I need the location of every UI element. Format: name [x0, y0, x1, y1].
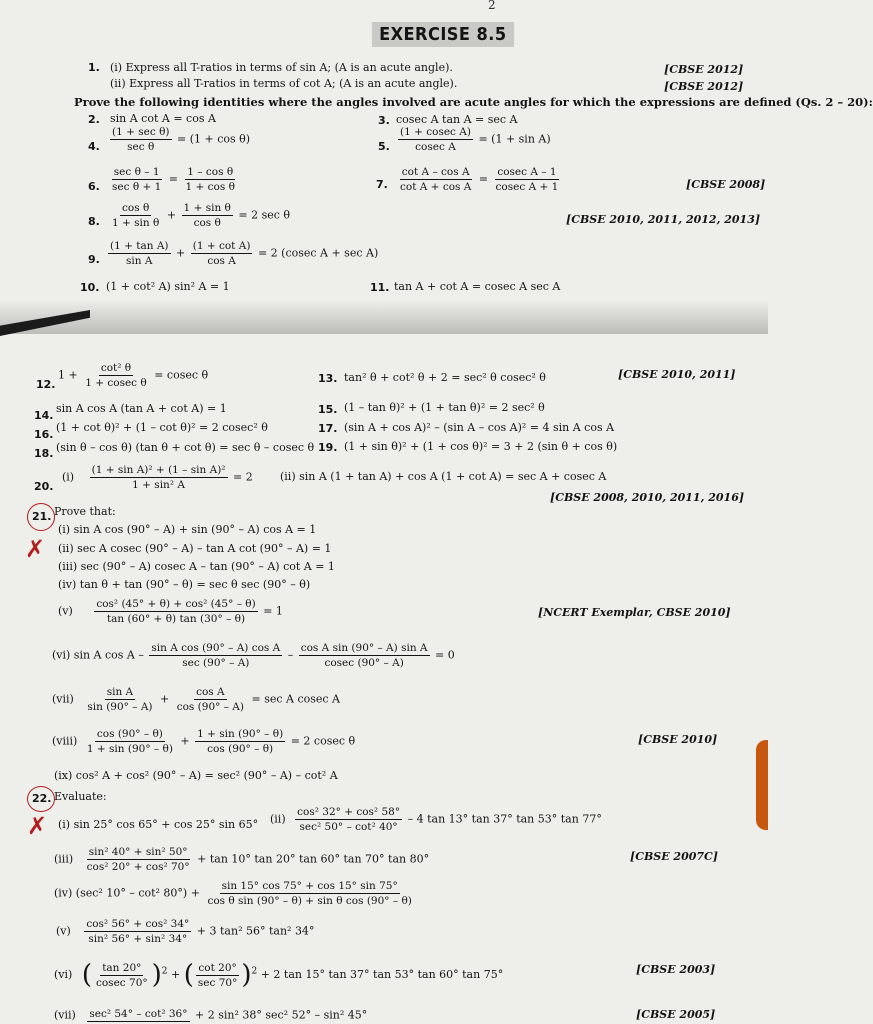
- question-number: 17.: [318, 422, 338, 435]
- fraction: $\frac{\text{(1 + cot A)}}{\text{cos A}}$: [192, 240, 251, 267]
- question-text: (sin A + cos A)² – (sin A – cos A)² = 4 sin A cos A: [344, 421, 615, 434]
- question-number: 7.: [376, 178, 388, 191]
- question-number: 22.: [32, 792, 52, 805]
- reference-tag: [CBSE 2003]: [636, 963, 716, 976]
- sub-question: (v) $\frac{\text{cos² 56° + cos² 34°}}{\text{sin² 56° + sin² 34°}}$ + 3 tan² 56° tan² 34°: [56, 918, 315, 945]
- question-text: (sin θ – cos θ) (tan θ + cot θ) = sec θ – cosec θ: [56, 441, 315, 454]
- fraction: $\frac{\text{(1 + sec θ)}}{\text{sec θ}}$: [112, 126, 170, 153]
- question-text: (1 – tan θ)² + (1 + tan θ)² = 2 sec² θ: [344, 401, 545, 414]
- question-number: 19.: [318, 441, 338, 454]
- fraction: $\frac{\text{sin A cos (90° – A) cos A}}{\sec (90^\circ - A)}$: [151, 642, 281, 669]
- fraction: sec² 54° – cot² 36°: [89, 1008, 188, 1020]
- fraction: $\frac{\text{cos² 32° + cos² 58°}}{\text{sec² 50° – cot² 40°}}$: [297, 806, 401, 833]
- question-text: (1 + cot θ)² + (1 – cot θ)² = 2 cosec² θ: [56, 421, 268, 434]
- fraction: $\frac{\text{cos A}}{\cos (90^\circ - A)}$: [176, 686, 244, 713]
- question-text: tan² θ + cot² θ + 2 = sec² θ cosec² θ: [344, 371, 546, 384]
- question-text: tan A + cot A = cosec A sec A: [394, 280, 561, 293]
- reference-tag: [CBSE 2010, 2011]: [618, 368, 736, 381]
- reference-tag: [CBSE 2008]: [686, 178, 766, 191]
- question-expression: $\frac{\text{sec θ – 1}}{\text{sec θ + 1}}$ = $\frac{\text{1 – cos θ}}{\text{1 + cos θ}}$: [112, 166, 235, 193]
- question-number: 15.: [318, 403, 338, 416]
- sub-question: (ii) sec A cosec (90° – A) – tan A cot (90° – A) = 1: [58, 542, 332, 555]
- fraction: $\frac{\text{sec θ – 1}}{\text{sec θ + 1}}$: [112, 166, 162, 193]
- fraction: $\frac{\text{cos A sin (90° – A) sin A}}{cosec (90^\circ - A)}$: [300, 642, 428, 669]
- question-number: 6.: [88, 180, 100, 193]
- fraction: $\frac{\text{(1 + sin A)² + (1 – sin A)²}}{\text{1 + sin² A}}$: [91, 464, 226, 491]
- question-text: (ii) sin A (1 + tan A) + cos A (1 + cot A) = sec A + cosec A: [280, 470, 607, 483]
- sub-question: (ii) $\frac{\text{cos² 32° + cos² 58°}}{\text{sec² 50° – cot² 40°}}$ – 4 tan 13° tan 37° tan 53° tan 77°: [270, 806, 602, 833]
- fraction: $\frac{\text{1 + sin θ}}{\text{cos θ}}$: [183, 202, 231, 229]
- sub-question: (vi) sin A cos A – $\frac{\text{sin A cos (90° – A) cos A}}{\sec (90^\circ - A)}$ – $\frac{\text{cos A sin (90° – A) sin A}}{cosec (90^\circ - A)}$ = 0: [52, 642, 455, 669]
- sub-question: (v) $\frac{\text{cos² (45° + θ) + cos² (45° – θ)}}{\tan (60^\circ + \theta) \tan (30^\circ - \theta)}$ = 1: [58, 598, 283, 625]
- fraction: $\frac{\text{1 – cos θ}}{\text{1 + cos θ}}$: [185, 166, 235, 193]
- question-number: 2.: [88, 113, 100, 126]
- fraction: $\frac{1 + \sin (90^\circ - \theta)}{\cos (90^\circ - \theta)}$: [197, 728, 284, 755]
- question-text: (ii) Express all T-ratios in terms of cot A; (A is an acute angle).: [110, 77, 458, 90]
- question-text: (i) Express all T-ratios in terms of sin A; (A is an acute angle).: [110, 61, 453, 74]
- question-number: 14.: [34, 409, 54, 422]
- reference-tag: [NCERT Exemplar, CBSE 2010]: [538, 606, 731, 619]
- question-number: 10.: [80, 281, 100, 294]
- fraction: $\frac{\text{cot² θ}}{\text{1 + cosec θ}}$: [85, 362, 147, 389]
- question-expression: $\frac{\text{cot A – cos A}}{\text{cot A + cos A}}$ = $\frac{\text{cosec A – 1}}{\text{cosec A + 1}}$: [400, 166, 559, 193]
- question-number: 20.: [34, 480, 54, 493]
- page-edge-object: [756, 740, 768, 830]
- sub-question: (vii) sec² 54° – cot² 36° + 2 sin² 38° sec² 52° – sin² 45°: [54, 1008, 368, 1022]
- question-number: 11.: [370, 281, 390, 294]
- sub-question: (i) sin A cos (90° – A) + sin (90° – A) cos A = 1: [58, 523, 317, 536]
- question-number: 3.: [378, 114, 390, 127]
- question-number: 13.: [318, 372, 338, 385]
- reference-tag: [CBSE 2007C]: [630, 850, 718, 863]
- pen-cross-mark: ✗: [27, 812, 48, 840]
- question-text: sin A cos A (tan A + cot A) = 1: [56, 402, 227, 415]
- question-number: 21.: [32, 510, 52, 523]
- question-expression: 1 + $\frac{\text{cot² θ}}{\text{1 + cosec θ}}$ = cosec θ: [58, 362, 209, 389]
- fraction: $\frac{\tan 20^\circ}{cosec 70^\circ}$: [95, 961, 148, 989]
- question-number: 18.: [34, 447, 54, 460]
- instruction: Prove the following identities where the angles involved are acute angles for which the expressions are defined (Qs. 2 – 20):: [74, 95, 873, 109]
- question-number: 9.: [88, 253, 100, 266]
- sub-question: (ix) cos² A + cos² (90° – A) = sec² (90° – A) – cot² A: [54, 769, 338, 782]
- sub-question: (viii) $\frac{\cos (90^\circ - \theta)}{1 + \sin (90^\circ - \theta)}$ + $\frac{1 + \sin (90^\circ - \theta)}{\cos (90^\circ - \theta)}$ = 2 cosec θ: [52, 728, 356, 755]
- question-number: 5.: [378, 140, 390, 153]
- page-number: 2: [488, 0, 496, 12]
- fraction: $\frac{\text{(1 + tan A)}}{\text{sin A}}$: [110, 240, 169, 267]
- fraction: $\frac{\text{cos² 56° + cos² 34°}}{\text{sin² 56° + sin² 34°}}$: [86, 918, 190, 945]
- question-text: Evaluate:: [54, 790, 107, 803]
- sub-question: (iii) $\frac{\text{sin² 40° + sin² 50°}}{\text{cos² 20° + cos² 70°}}$ + tan 10° tan 20° tan 60° tan 70° tan 80°: [54, 846, 430, 873]
- fraction: $\frac{\text{(1 + cosec A)}}{\text{cosec A}}$: [400, 126, 471, 153]
- question-expression: (i) $\frac{\text{(1 + sin A)² + (1 – sin A)²}}{\text{1 + sin² A}}$ = 2: [62, 464, 253, 491]
- question-expression: $\frac{\text{(1 + sec θ)}}{\text{sec θ}}$ = (1 + cos θ): [112, 126, 251, 153]
- reference-tag: [CBSE 2012]: [664, 80, 744, 93]
- question-number: 4.: [88, 140, 100, 153]
- sub-question: (vi) ( $\frac{\tan 20^\circ}{cosec 70^\circ}$ )$^2$ + ( $\frac{\cot 20^\circ}{\sec 70^\circ}$ )$^2$ + 2 tan 15° tan 37° tan 53° tan 60° tan 75°: [54, 960, 504, 990]
- sub-question: (i) sin 25° cos 65° + cos 25° sin 65°: [58, 818, 259, 831]
- fraction: $\frac{\text{cos² (45° + θ) + cos² (45° – θ)}}{\tan (60^\circ + \theta) \tan (30^\circ - \theta)}$: [96, 598, 256, 625]
- question-text: sin A cot A = cos A: [110, 112, 216, 125]
- question-text: Prove that:: [54, 505, 116, 518]
- fraction: $\frac{\text{cos θ}}{\text{1 + sin θ}}$: [112, 202, 160, 229]
- page-fold-shadow: [0, 300, 768, 334]
- exercise-title: EXERCISE 8.5: [372, 22, 514, 47]
- reference-tag: [CBSE 2010, 2011, 2012, 2013]: [566, 213, 761, 226]
- question-text: (1 + sin θ)² + (1 + cos θ)² = 3 + 2 (sin θ + cos θ): [344, 440, 618, 453]
- question-expression: $\frac{\text{(1 + cosec A)}}{\text{cosec A}}$ = (1 + sin A): [400, 126, 551, 153]
- question-number: 8.: [88, 215, 100, 228]
- reference-tag: [CBSE 2005]: [636, 1008, 716, 1021]
- pen-cross-mark: ✗: [25, 535, 46, 563]
- question-number: 12.: [36, 378, 56, 391]
- question-expression: $\frac{\text{cos θ}}{\text{1 + sin θ}}$ + $\frac{\text{1 + sin θ}}{\text{cos θ}}$ = 2 sec θ: [112, 202, 291, 229]
- fraction: $\frac{\text{sin² 40° + sin² 50°}}{\text{cos² 20° + cos² 70°}}$: [86, 846, 190, 873]
- question-number: 16.: [34, 428, 54, 441]
- sub-question: (iii) sec (90° – A) cosec A – tan (90° – A) cot A = 1: [58, 560, 335, 573]
- sub-question: (vii) $\frac{\text{sin A}}{\sin (90^\circ - A)}$ + $\frac{\text{cos A}}{\cos (90^\circ - A)}$ = sec A cosec A: [52, 686, 340, 713]
- question-text: cosec A tan A = sec A: [396, 113, 518, 126]
- sub-question: (iv) tan θ + tan (90° – θ) = sec θ sec (90° – θ): [58, 578, 311, 591]
- fraction: $\frac{\text{sin A}}{\sin (90^\circ - A)}$: [87, 686, 153, 713]
- sub-question: (iv) (sec² 10° – cot² 80°) + $\frac{\sin 15^\circ \cos 75^\circ + \cos 15^\circ \sin 75^\circ}{\text{cos θ sin (90° – θ) + sin θ cos (90° – θ)}}$: [54, 880, 412, 907]
- fraction: $\frac{\text{cosec A – 1}}{\text{cosec A + 1}}$: [495, 166, 559, 193]
- fraction: $\frac{\text{cot A – cos A}}{\text{cot A + cos A}}$: [400, 166, 472, 193]
- question-expression: $\frac{\text{(1 + tan A)}}{\text{sin A}}$ + $\frac{\text{(1 + cot A)}}{\text{cos A}}$ = 2 (cosec A + sec A): [110, 240, 379, 267]
- fraction: $\frac{\cos (90^\circ - \theta)}{1 + \sin (90^\circ - \theta)}$: [86, 728, 173, 755]
- question-number: 1.: [88, 61, 100, 74]
- question-text: (1 + cot² A) sin² A = 1: [106, 280, 230, 293]
- fraction: $\frac{\sin 15^\circ \cos 75^\circ + \cos 15^\circ \sin 75^\circ}{\text{cos θ sin (90° – θ) + sin θ cos (90° – θ)}}$: [207, 880, 412, 907]
- reference-tag: [CBSE 2012]: [664, 63, 744, 76]
- reference-tag: [CBSE 2008, 2010, 2011, 2016]: [550, 491, 745, 504]
- reference-tag: [CBSE 2010]: [638, 733, 718, 746]
- fraction: $\frac{\cot 20^\circ}{\sec 70^\circ}$: [197, 961, 238, 989]
